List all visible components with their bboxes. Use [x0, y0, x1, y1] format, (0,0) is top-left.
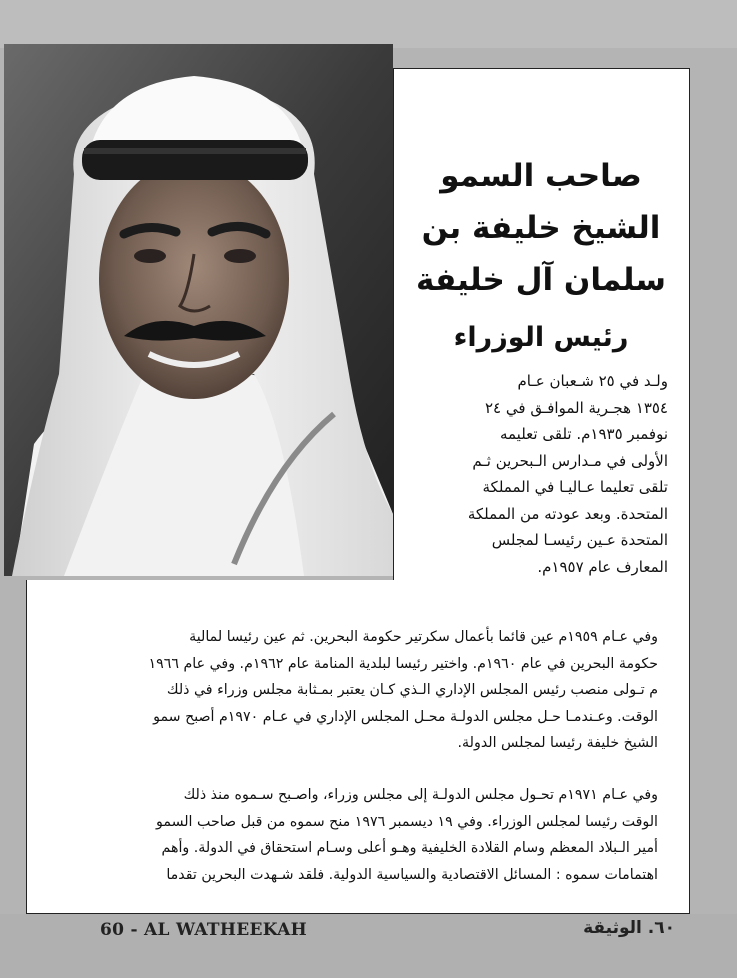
- text-line: المتحدة. وبعد عودته من المملكة: [467, 504, 668, 523]
- portrait-illustration: [4, 44, 393, 576]
- text-line: ١٣٥٤ هجـرية الموافـق في ٢٤: [485, 398, 668, 417]
- text-line: ولـد في ٢٥ شـعبان عـام: [517, 372, 668, 390]
- page-top-band: [0, 0, 737, 48]
- paragraph-2: [38, 782, 658, 888]
- text-line: أمير الـبلاد المعظم وسام القلادة الخليفية وهـو أعلى وسـام استحقاق في الدولة. وأهم: [161, 840, 658, 856]
- right-column-text: [410, 368, 668, 580]
- text-line: الشيخ خليفة رئيسا لمجلس الدولة.: [457, 735, 658, 751]
- text-line: المتحدة عـين رئيسـا لمجلس: [491, 531, 668, 549]
- text-line: م تـولى منصب رئيس المجلس الإداري الـذي كـان يعتبر بمـثابة مجلس وزراء في ذلك: [166, 682, 658, 698]
- footer-page-label-en: 60 - AL WATHEEKAH: [100, 920, 307, 940]
- footer-page-label-ar: ٦٠. الوثيقة: [583, 918, 675, 938]
- text-line: الأولى في مـدارس الـبحرين ثـم: [472, 451, 668, 470]
- text-line: الوقت رئيسا لمجلس الوزراء. وفي ١٩ ديسمبر ١٩٧٦ منح سموه من قبل صاحب السمو: [156, 813, 658, 830]
- text-line: المعارف عام ١٩٥٧م.: [537, 557, 668, 576]
- title-line-1: صاحب السمو: [440, 158, 642, 194]
- text-line: الوقت. وعـندمـا حـل مجلس الدولـة محـل المجلس الإداري في عـام ١٩٧٠م أصبح سمو: [153, 708, 658, 725]
- article-subtitle: رئيس الوزراء: [453, 322, 629, 353]
- text-line: اهتمامات سموه : المسائل الاقتصادية والسياسية الدولية. فلقد شـهدت البحرين تقدما: [166, 866, 658, 883]
- text-line: وفي عـام ١٩٧١م تحـول مجلس الدولـة إلى مجلس وزراء، واصـبح سـموه منذ ذلك: [183, 787, 658, 803]
- portrait-photo: [4, 44, 393, 576]
- title-line-3: سلمان آل خليفة: [416, 262, 666, 298]
- paragraph-1: [38, 624, 658, 757]
- text-line: تلقى تعليما عـاليـا في المملكة: [482, 478, 668, 496]
- title-line-2: الشيخ خليفة بن: [421, 210, 661, 246]
- text-line: نوفمبر ١٩٣٥م. تلقى تعليمه: [499, 425, 668, 443]
- article-title: [400, 150, 682, 306]
- text-line: حكومة البحرين في عام ١٩٦٠م. واختير رئيسا لبلدية المنامة عام ١٩٦٢م. وفي عام ١٩٦٦: [148, 655, 658, 672]
- text-line: وفي عـام ١٩٥٩م عين قائما بأعمال سكرتير حكومة البحرين. ثم عين رئيسا لمالية: [189, 629, 658, 645]
